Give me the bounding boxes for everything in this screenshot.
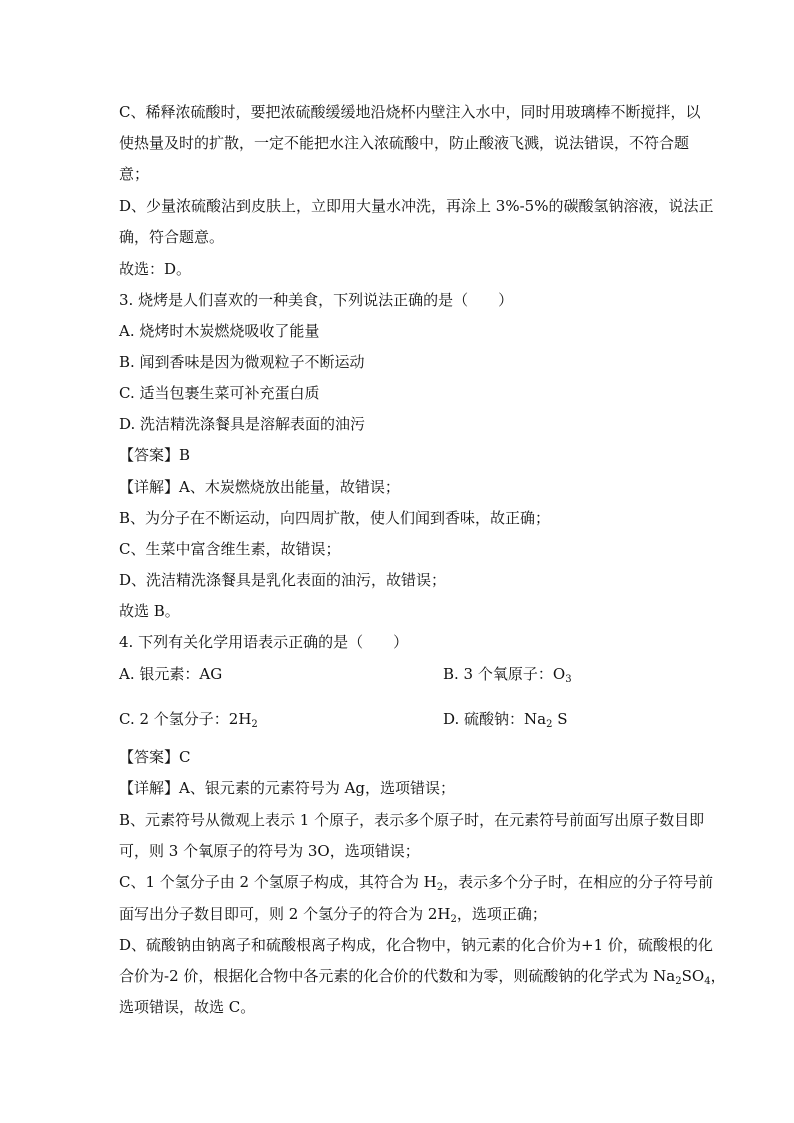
- q3-answer: 【答案】B: [119, 446, 191, 464]
- q4-detail-c-line1-start: C、1 个氢分子由 2 个氢原子构成，其符合为 H: [119, 873, 437, 891]
- q4-option-b-subscript: 3: [565, 674, 572, 685]
- q4-option-c-formula: 2H: [228, 710, 252, 728]
- q4-option-c-subscript: 2: [251, 719, 258, 730]
- q4-detail-d-line2-end: ，: [710, 967, 726, 985]
- q4-detail-c-line1-subscript: 2: [436, 882, 444, 893]
- q3-option-b: B. 闻到香味是因为微观粒子不断运动: [119, 353, 365, 371]
- q4-detail-c-line2-subscript: 2: [450, 914, 457, 925]
- q4-stem: 4. 下列有关化学用语表示正确的是（ ）: [119, 633, 409, 651]
- q4-detail-c-line2: [119, 902, 689, 926]
- q4-answer: 【答案】C: [119, 748, 191, 766]
- q4-detail-d-line2-so: SO: [681, 967, 705, 985]
- q3-option-a: A. 烧烤时木炭燃烧吸收了能量: [119, 322, 320, 340]
- q4-detail-c-line1-end: ，表示多个分子时，在相应的分子符号前: [443, 873, 714, 891]
- q3-detail-a: 【详解】A、木炭燃烧放出能量，故错误；: [119, 478, 400, 496]
- q4-option-c: [119, 707, 258, 731]
- q4-option-b: [443, 662, 572, 686]
- q4-detail-d-line2-subscript-o: 4: [704, 976, 711, 987]
- q2-detail-c-line2: 使热量及时的扩散，一定不能把水注入浓硫酸中，防止酸液飞溅，说法错误，不符合题: [119, 134, 690, 152]
- q4-detail-c-line1: [119, 870, 714, 894]
- q4-option-d-formula-tail: S: [552, 710, 568, 728]
- q4-option-d: [443, 707, 568, 731]
- q2-detail-d-line1: D、少量浓硫酸沾到皮肤上，立即用大量水冲洗，再涂上 3%-5%的碳酸氢钠溶液，说法正: [119, 197, 714, 215]
- q4-detail-d-line2-subscript-na: 2: [675, 976, 682, 987]
- q4-detail-c-line2-start: 面写出分子数目即可，则 2 个氢分子的符合为 2H: [119, 905, 451, 923]
- q4-option-d-label: D. 硫酸钠：: [443, 710, 525, 728]
- q4-option-c-label: C. 2 个氢分子：: [119, 710, 229, 728]
- q4-detail-a: 【详解】A、银元素的元素符号为 Ag，选项错误；: [119, 779, 456, 797]
- q4-option-d-formula: Na: [524, 710, 547, 728]
- q3-stem: 3. 烧烤是人们喜欢的一种美食，下列说法正确的是（ ）: [119, 291, 514, 309]
- q4-detail-d-line3: 选项错误，故选 C。: [119, 998, 256, 1016]
- q4-detail-d-line1: D、硫酸钠由钠离子和硫酸根离子构成，化合物中，钠元素的化合价为+1 价，硫酸根的化: [119, 936, 713, 954]
- q2-detail-c-line3: 意；: [119, 165, 150, 183]
- q3-conclusion: 故选 B。: [119, 602, 180, 620]
- q4-option-a: A. 银元素：AG: [119, 665, 223, 683]
- q4-option-d-subscript: 2: [546, 719, 553, 730]
- q3-detail-d: D、洗洁精洗涤餐具是乳化表面的油污，故错误；: [119, 571, 447, 589]
- q2-detail-d-line2: 确，符合题意。: [119, 228, 225, 246]
- q3-option-c: C. 适当包裹生菜可补充蛋白质: [119, 384, 320, 402]
- q3-option-d: D. 洗洁精洗涤餐具是溶解表面的油污: [119, 415, 366, 433]
- q4-option-b-formula: O: [552, 665, 566, 683]
- q4-detail-b-line2: 可，则 3 个氧原子的符号为 3O，选项错误；: [119, 842, 420, 860]
- q4-option-b-label: B. 3 个氧原子：: [443, 665, 553, 683]
- q2-conclusion: 故选：D。: [119, 260, 192, 278]
- q4-detail-b-line1: B、元素符号从微观上表示 1 个原子，表示多个原子时，在元素符号前面写出原子数目即: [119, 811, 705, 829]
- q3-detail-b: B、为分子在不断运动，向四周扩散，使人们闻到香味，故正确；: [119, 509, 551, 527]
- q4-detail-c-line2-end: ，选项正确；: [456, 905, 547, 923]
- q4-detail-d-line2-start: 合价为-2 价，根据化合物中各元素的化合价的代数和为零，则硫酸钠的化学式为 Na: [119, 967, 676, 985]
- q4-detail-d-line2: [119, 964, 726, 988]
- q2-detail-c-line1: C、稀释浓硫酸时，要把浓硫酸缓缓地沿烧杯内壁注入水中，同时用玻璃棒不断搅拌，以: [119, 103, 701, 121]
- q3-detail-c: C、生菜中富含维生素，故错误；: [119, 540, 341, 558]
